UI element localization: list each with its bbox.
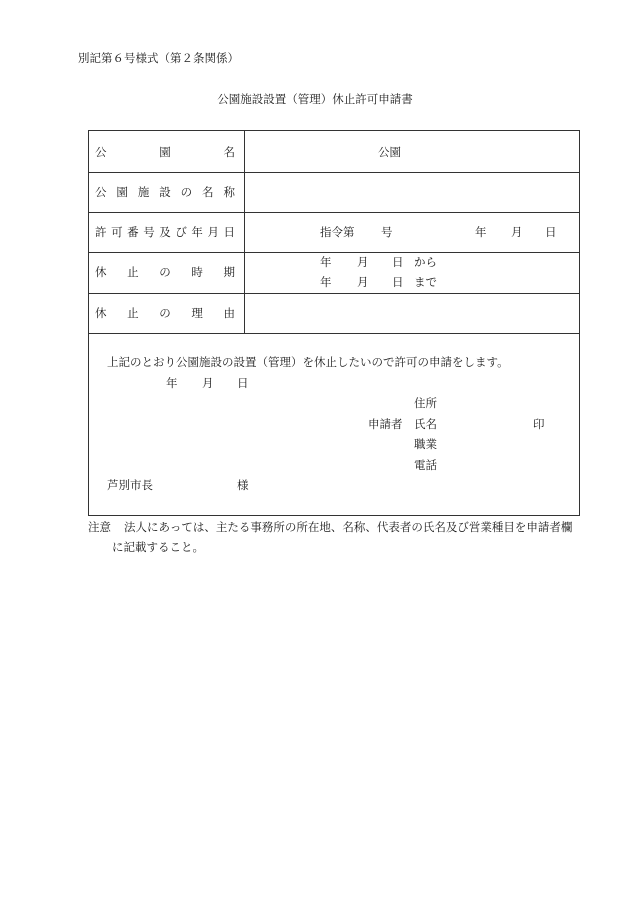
park-name-label: 公 園 名 (95, 145, 235, 159)
form-number: 別記第６号様式（第２条関係） (78, 51, 239, 65)
addressee-title: 芦別市長 (107, 478, 153, 492)
from-suffix: から (414, 255, 437, 269)
directive-prefix: 指令第 (320, 225, 355, 239)
application-statement: 上記のとおり公園施設の設置（管理）を休止したいので許可の申請をします。 (107, 355, 509, 369)
to-suffix: まで (414, 275, 437, 289)
from-year: 年 (320, 255, 332, 269)
from-day: 日 (392, 255, 404, 269)
addressee-honorific: 様 (237, 478, 249, 492)
application-month: 月 (202, 376, 214, 390)
permit-day: 日 (545, 225, 557, 239)
facility-name-label: 公 園 施 設 の 名 称 (95, 185, 235, 199)
to-day: 日 (392, 275, 404, 289)
note-label: 注意 (88, 520, 111, 534)
permit-year: 年 (475, 225, 487, 239)
seal-mark: 印 (533, 417, 545, 431)
applicant-occupation-label: 職業 (414, 437, 437, 451)
to-month: 月 (357, 275, 369, 289)
row-divider (89, 252, 579, 253)
document-title: 公園施設設置（管理）休止許可申請書 (217, 92, 413, 106)
applicant-phone-label: 電話 (414, 458, 437, 472)
applicant-name-label: 氏名 (414, 417, 437, 431)
row-divider (89, 172, 579, 173)
permit-month: 月 (511, 225, 523, 239)
column-divider (244, 131, 245, 334)
number-suffix: 号 (381, 225, 393, 239)
applicant-role-label: 申請者 (368, 417, 403, 431)
application-year: 年 (166, 376, 178, 390)
to-year: 年 (320, 275, 332, 289)
row-divider (89, 333, 579, 334)
note-text-line-1: 法人にあっては、主たる事務所の所在地、名称、代表者の氏名及び営業種目を申請者欄 (124, 520, 573, 534)
application-day: 日 (237, 376, 249, 390)
permit-number-date-label: 許 可 番 号 及 び 年 月 日 (95, 225, 235, 239)
from-month: 月 (357, 255, 369, 269)
suspension-reason-label: 休 止 の 理 由 (95, 306, 235, 320)
park-name-value[interactable]: 公園 (378, 145, 401, 159)
row-divider (89, 212, 579, 213)
row-divider (89, 293, 579, 294)
applicant-address-label: 住所 (414, 396, 437, 410)
note-text-line-2: に記載すること。 (112, 540, 204, 554)
application-form-table (88, 130, 580, 516)
suspension-period-label: 休 止 の 時 期 (95, 265, 235, 279)
